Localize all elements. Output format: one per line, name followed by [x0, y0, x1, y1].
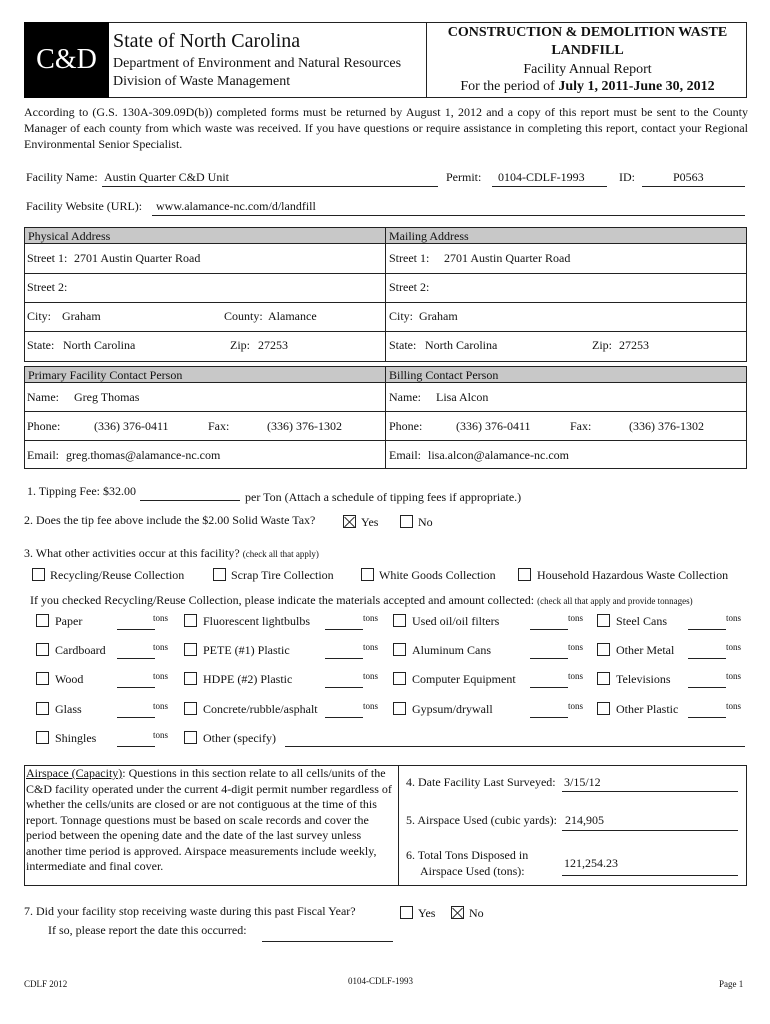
material-checkbox[interactable] [393, 702, 406, 715]
id-label: ID: [619, 170, 635, 184]
tons-field[interactable] [325, 687, 363, 688]
material-label: Other (specify) [203, 731, 276, 745]
mail-zip-label: Zip: [592, 338, 612, 352]
material-checkbox[interactable] [36, 702, 49, 715]
form-title-2: LANDFILL [551, 43, 624, 58]
tons-label: tons [568, 701, 584, 711]
mail-state[interactable]: North Carolina [425, 338, 498, 352]
tons-field[interactable] [688, 658, 726, 659]
form-subtitle: Facility Annual Report [523, 62, 652, 77]
form-title: CONSTRUCTION & DEMOLITION WASTE [447, 25, 728, 40]
q2-yes-checkbox[interactable] [343, 515, 356, 528]
tons-field[interactable] [688, 717, 726, 718]
phys-county[interactable]: Alamance [268, 309, 317, 323]
material-checkbox[interactable] [184, 702, 197, 715]
q7-yes-checkbox[interactable] [400, 906, 413, 919]
material-label: Paper [55, 614, 83, 628]
tons-label: tons [153, 642, 169, 652]
recycle-note: (check all that apply and provide tonnages) [537, 596, 693, 606]
physical-address-header: Physical Address [24, 227, 386, 244]
activity-recycling: Recycling/Reuse Collection [50, 568, 185, 582]
other-specify-field[interactable] [285, 746, 745, 747]
billing-fax[interactable]: (336) 376-1302 [629, 419, 704, 433]
primary-fax[interactable]: (336) 376-1302 [267, 419, 342, 433]
material-label: Televisions [616, 672, 671, 686]
mail-state-label: State: [389, 338, 417, 352]
permit-label: Permit: [446, 170, 482, 184]
material-checkbox[interactable] [184, 614, 197, 627]
phys-zip[interactable]: 27253 [258, 338, 288, 352]
material-checkbox[interactable] [597, 702, 610, 715]
q5-value[interactable]: 214,905 [565, 813, 604, 827]
material-checkbox[interactable] [184, 643, 197, 656]
q2-no-checkbox[interactable] [400, 515, 413, 528]
material-label: Concrete/rubble/asphalt [203, 702, 318, 716]
mail-street1-label: Street 1: [389, 251, 430, 265]
primary-fax-label: Fax: [208, 419, 230, 433]
q2-yes-label: Yes [361, 515, 379, 529]
material-label: Other Plastic [616, 702, 679, 716]
airspace-text [26, 766, 394, 875]
material-checkbox[interactable] [393, 643, 406, 656]
q4-value[interactable]: 3/15/12 [564, 775, 601, 789]
footer-center: 0104-CDLF-1993 [348, 976, 413, 986]
mail-street1[interactable]: 2701 Austin Quarter Road [444, 251, 571, 265]
mailing-address-header: Mailing Address [385, 227, 747, 244]
mail-zip[interactable]: 27253 [619, 338, 649, 352]
q3-question: 3. What other activities occur at this facility? [24, 546, 240, 560]
billing-phone[interactable]: (336) 376-0411 [456, 419, 531, 433]
q7-sub: If so, please report the date this occurred: [48, 923, 247, 937]
scrap-tire-checkbox[interactable] [213, 568, 226, 581]
material-label: Fluorescent lightbulbs [203, 614, 310, 628]
period-prefix: For the period of [460, 79, 559, 94]
tons-label: tons [568, 642, 584, 652]
header-divider [426, 22, 427, 98]
q3-label [24, 546, 319, 561]
phys-city-label: City: [27, 309, 52, 323]
q2-label: 2. Does the tip fee above include the $2.00 Solid Waste Tax? [24, 513, 316, 527]
material-checkbox[interactable] [36, 614, 49, 627]
website-value[interactable]: www.alamance-nc.com/d/landfill [156, 199, 316, 213]
primary-phone-label: Phone: [27, 419, 61, 433]
tons-label: tons [568, 613, 584, 623]
material-checkbox[interactable] [36, 672, 49, 685]
q7-label: 7. Did your facility stop receiving waste during this past Fiscal Year? [24, 904, 356, 918]
q5-label: 5. Airspace Used (cubic yards): [406, 813, 557, 827]
primary-name-label: Name: [27, 390, 59, 404]
tons-field[interactable] [530, 658, 568, 659]
tons-label: tons [726, 671, 742, 681]
material-label: Glass [55, 702, 82, 716]
phys-city[interactable]: Graham [62, 309, 101, 323]
tons-label: tons [363, 642, 379, 652]
tons-label: tons [726, 701, 742, 711]
material-label: HDPE (#2) Plastic [203, 672, 293, 686]
tons-field[interactable] [117, 629, 155, 630]
airspace-title: Airspace (Capacity) [26, 766, 123, 780]
material-checkbox[interactable] [184, 731, 197, 744]
tons-field[interactable] [117, 746, 155, 747]
billing-fax-label: Fax: [570, 419, 592, 433]
tons-label: tons [153, 701, 169, 711]
billing-email[interactable]: lisa.alcon@alamance-nc.com [428, 448, 569, 462]
billing-email-label: Email: [389, 448, 421, 462]
material-checkbox[interactable] [393, 614, 406, 627]
tons-field[interactable] [117, 717, 155, 718]
q6-label: 6. Total Tons Disposed in [406, 848, 529, 862]
tons-field[interactable] [325, 717, 363, 718]
hhw-checkbox[interactable] [518, 568, 531, 581]
phys-street2-label: Street 2: [27, 280, 68, 294]
tons-label: tons [153, 730, 169, 740]
material-label: Aluminum Cans [412, 643, 492, 657]
permit-value[interactable]: 0104-CDLF-1993 [498, 170, 585, 184]
tons-label: tons [153, 613, 169, 623]
material-label: Gypsum/drywall [412, 702, 493, 716]
period [428, 79, 747, 95]
tons-field[interactable] [325, 658, 363, 659]
material-label: Other Metal [616, 643, 675, 657]
id-value[interactable]: P0563 [673, 170, 704, 184]
phys-zip-label: Zip: [230, 338, 250, 352]
q7-no-label: No [469, 906, 484, 920]
tons-field[interactable] [530, 629, 568, 630]
material-label: Steel Cans [616, 614, 667, 628]
department: Department of Environment and Natural Resources [113, 56, 402, 71]
tons-field[interactable] [117, 658, 155, 659]
billing-contact-header: Billing Contact Person [385, 366, 747, 383]
material-label: Cardboard [55, 643, 106, 657]
period-dates: July 1, 2011-June 30, 2012 [558, 79, 715, 94]
footer-left: CDLF 2012 [24, 979, 68, 989]
billing-phone-label: Phone: [389, 419, 423, 433]
activity-scrap-tire: Scrap Tire Collection [231, 568, 334, 582]
primary-email[interactable]: greg.thomas@alamance-nc.com [66, 448, 221, 462]
activity-white-goods: White Goods Collection [379, 568, 496, 582]
tons-field[interactable] [530, 687, 568, 688]
tons-label: tons [363, 701, 379, 711]
mail-city[interactable]: Graham [419, 309, 458, 323]
tons-label: tons [726, 642, 742, 652]
material-checkbox[interactable] [597, 643, 610, 656]
division: Division of Waste Management [113, 74, 291, 89]
airspace-body: : Questions in this section relate to all cells/units of the C&D facility operated under the current 4-digit permit number regardless of whether the cells/units are closed or are not contiguous at the time of this report. Tonnage questions must be based on scale records and cover the period between the opening date and the date of the last survey unless another time period is approved. Airspace measurements include weekly, intermediate and final cover. [26, 766, 392, 873]
q7-yes-label: Yes [418, 906, 436, 920]
phys-state-label: State: [27, 338, 55, 352]
material-checkbox[interactable] [597, 614, 610, 627]
material-checkbox[interactable] [184, 672, 197, 685]
material-label: PETE (#1) Plastic [203, 643, 290, 657]
primary-phone[interactable]: (336) 376-0411 [94, 419, 169, 433]
phys-street1[interactable]: 2701 Austin Quarter Road [74, 251, 201, 265]
phys-county-label: County: [224, 309, 263, 323]
activity-hhw: Household Hazardous Waste Collection [537, 568, 729, 582]
material-label: Used oil/oil filters [412, 614, 500, 628]
recycle-text: If you checked Recycling/Reuse Collection, please indicate the materials accepted and amount collected: [30, 593, 535, 607]
q1-suffix: per Ton (Attach a schedule of tipping fees if appropriate.) [245, 490, 522, 504]
tons-label: tons [363, 613, 379, 623]
q6-label-2: Airspace Used (tons): [420, 864, 525, 878]
state-title: State of North Carolina [113, 30, 301, 52]
material-label: Wood [55, 672, 84, 686]
tons-field[interactable] [688, 629, 726, 630]
q4-label: 4. Date Facility Last Surveyed: [406, 775, 556, 789]
q3-note: (check all that apply) [242, 549, 319, 559]
tons-field[interactable] [117, 687, 155, 688]
material-label: Shingles [55, 731, 97, 745]
cd-logo: C&D [24, 22, 109, 98]
footer-right: Page 1 [719, 979, 744, 989]
intro-text: According to (G.S. 130A-309.09D(b)) completed forms must be returned by August 1, 2012 and a copy of this report must be sent to the County Manager of each county from which waste was received. If you have questions or require assistance in completing this report, contact your Regional Environmental Senior Specialist. [24, 105, 748, 151]
phys-state[interactable]: North Carolina [63, 338, 136, 352]
website-label: Facility Website (URL): [26, 199, 143, 213]
tons-label: tons [726, 613, 742, 623]
billing-name-label: Name: [389, 390, 421, 404]
material-checkbox[interactable] [36, 731, 49, 744]
facility-name-label: Facility Name: [26, 170, 98, 184]
tons-field[interactable] [325, 629, 363, 630]
q6-value[interactable]: 121,254.23 [564, 856, 618, 870]
recycle-instructions [30, 593, 693, 608]
primary-email-label: Email: [27, 448, 59, 462]
material-checkbox[interactable] [393, 672, 406, 685]
q2-no-label: No [418, 515, 433, 529]
recycling-checkbox[interactable] [32, 568, 45, 581]
primary-name[interactable]: Greg Thomas [74, 390, 140, 404]
material-label: Computer Equipment [412, 672, 516, 686]
white-goods-checkbox[interactable] [361, 568, 374, 581]
phys-street1-label: Street 1: [27, 251, 68, 265]
tons-label: tons [568, 671, 584, 681]
tons-label: tons [153, 671, 169, 681]
material-checkbox[interactable] [36, 643, 49, 656]
billing-name[interactable]: Lisa Alcon [436, 390, 489, 404]
tons-label: tons [363, 671, 379, 681]
material-checkbox[interactable] [597, 672, 610, 685]
q7-no-checkbox[interactable] [451, 906, 464, 919]
mail-street2-label: Street 2: [389, 280, 430, 294]
q1-label: 1. Tipping Fee: $32.00 [27, 484, 137, 498]
mail-city-label: City: [389, 309, 414, 323]
primary-contact-header: Primary Facility Contact Person [24, 366, 386, 383]
tons-field[interactable] [688, 687, 726, 688]
facility-name-value[interactable]: Austin Quarter C&D Unit [104, 170, 229, 184]
tons-field[interactable] [530, 717, 568, 718]
